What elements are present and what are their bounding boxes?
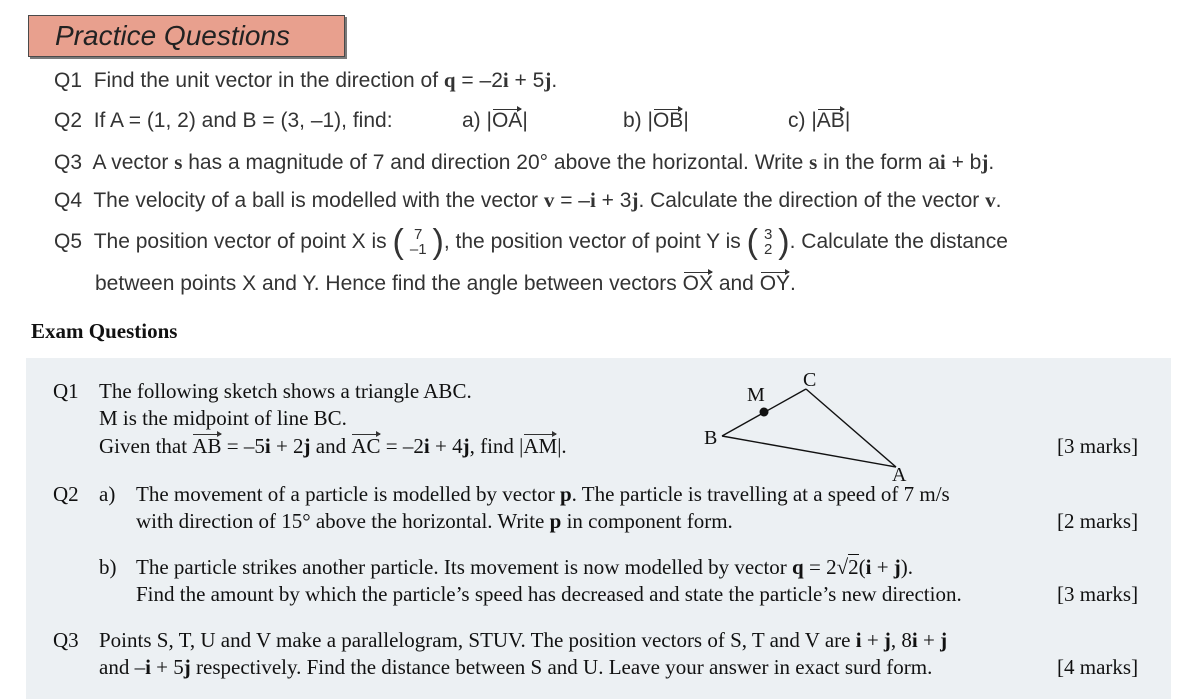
q-number: Q1 (54, 69, 83, 92)
q-number: Q4 (54, 189, 83, 212)
vector-ox: OX (682, 272, 713, 295)
exam-q1-marks: [3 marks] (1057, 434, 1139, 458)
practice-title: Practice Questions (55, 20, 290, 51)
triangle-diagram (700, 366, 920, 486)
column-vector-x: 7 –1 (409, 226, 427, 258)
practice-q4: Q4 The velocity of a ball is modelled with the vector v = –i + 3j. Calculate the direction of the vector v. (54, 188, 1002, 212)
vertex-label-a: A (892, 464, 907, 486)
practice-q2-part-c: c) |AB| (788, 109, 851, 132)
vertex-label-b: B (704, 427, 718, 449)
exam-q2a-line1: The movement of a particle is modelled by vector p. The particle is travelling at a speed of 7 m/s (136, 482, 950, 506)
q-number: Q3 (54, 151, 83, 174)
exam-q2b-label: b) (99, 555, 117, 579)
exam-q3-marks: [4 marks] (1057, 655, 1139, 679)
vector-am: AM (523, 434, 558, 458)
practice-q1: Q1 Find the unit vector in the direction of q = –2i + 5j. (54, 68, 558, 92)
exam-heading: Exam Questions (31, 319, 178, 343)
vertex-label-c: C (803, 369, 817, 391)
line-ca (806, 389, 896, 467)
practice-q2: Q2 If A = (1, 2) and B = (3, –1), find: (54, 109, 393, 132)
vector-oa: OA (491, 109, 523, 132)
sqrt-radicand: 2 (848, 555, 859, 579)
exam-q1-line1: The following sketch shows a triangle ABC. (99, 379, 472, 403)
practice-title-box (28, 15, 345, 57)
exam-q3-number: Q3 (53, 628, 79, 652)
exam-q2a-label: a) (99, 482, 116, 506)
exam-q2a-marks: [2 marks] (1057, 509, 1139, 533)
exam-q3-line1: Points S, T, U and V make a parallelogram, STUV. The position vectors of S, T and V are i + j, 8i + j (99, 628, 948, 652)
practice-q5-line1: Q5 The position vector of point X is ( 7 –1 ) , the position vector of point Y is ( 3 2 ) . Calculate the distance (54, 223, 1008, 261)
practice-q2-part-b: b) |OB| (623, 109, 689, 132)
q-number: Q5 (54, 230, 83, 253)
exam-q2a-line2: with direction of 15° above the horizontal. Write p in component form. (136, 509, 733, 533)
exam-q3-line2: and –i + 5j respectively. Find the distance between S and U. Leave your answer in exact surd form. (99, 655, 933, 679)
sqrt-sign: √ (836, 555, 849, 579)
exam-q1-line3: Given that AB = –5i + 2j and AC = –2i + 4j, find |AM|. (99, 434, 567, 458)
vector-ac: AC (351, 434, 381, 458)
q-number: Q2 (54, 109, 83, 132)
practice-q2-part-a: a) |OA| (462, 109, 528, 132)
exam-q2b-line1: The particle strikes another particle. Its movement is now modelled by vector q = 2√2(i + j). (136, 555, 914, 579)
midpoint-label-m: M (747, 384, 765, 406)
exam-q2-number: Q2 (53, 482, 79, 506)
exam-q2b-line2: Find the amount by which the particle’s speed has decreased and state the particle’s new direction. (136, 582, 962, 606)
exam-q1-number: Q1 (53, 379, 79, 403)
midpoint-m-dot (760, 408, 769, 417)
practice-q5-line2: between points X and Y. Hence find the angle between vectors OX and OY. (95, 272, 796, 295)
vector-oy: OY (759, 272, 791, 295)
line-ba (722, 436, 896, 467)
vector-ab: AB (816, 109, 845, 132)
exam-q2b-marks: [3 marks] (1057, 582, 1139, 606)
column-vector-y: 3 2 (763, 226, 773, 258)
practice-q3: Q3 A vector s has a magnitude of 7 and direction 20° above the horizontal. Write s in the form ai + bj. (54, 150, 995, 174)
vector-ob: OB (652, 109, 684, 132)
exam-q1-line2: M is the midpoint of line BC. (99, 406, 347, 430)
vector-ab: AB (192, 434, 222, 458)
